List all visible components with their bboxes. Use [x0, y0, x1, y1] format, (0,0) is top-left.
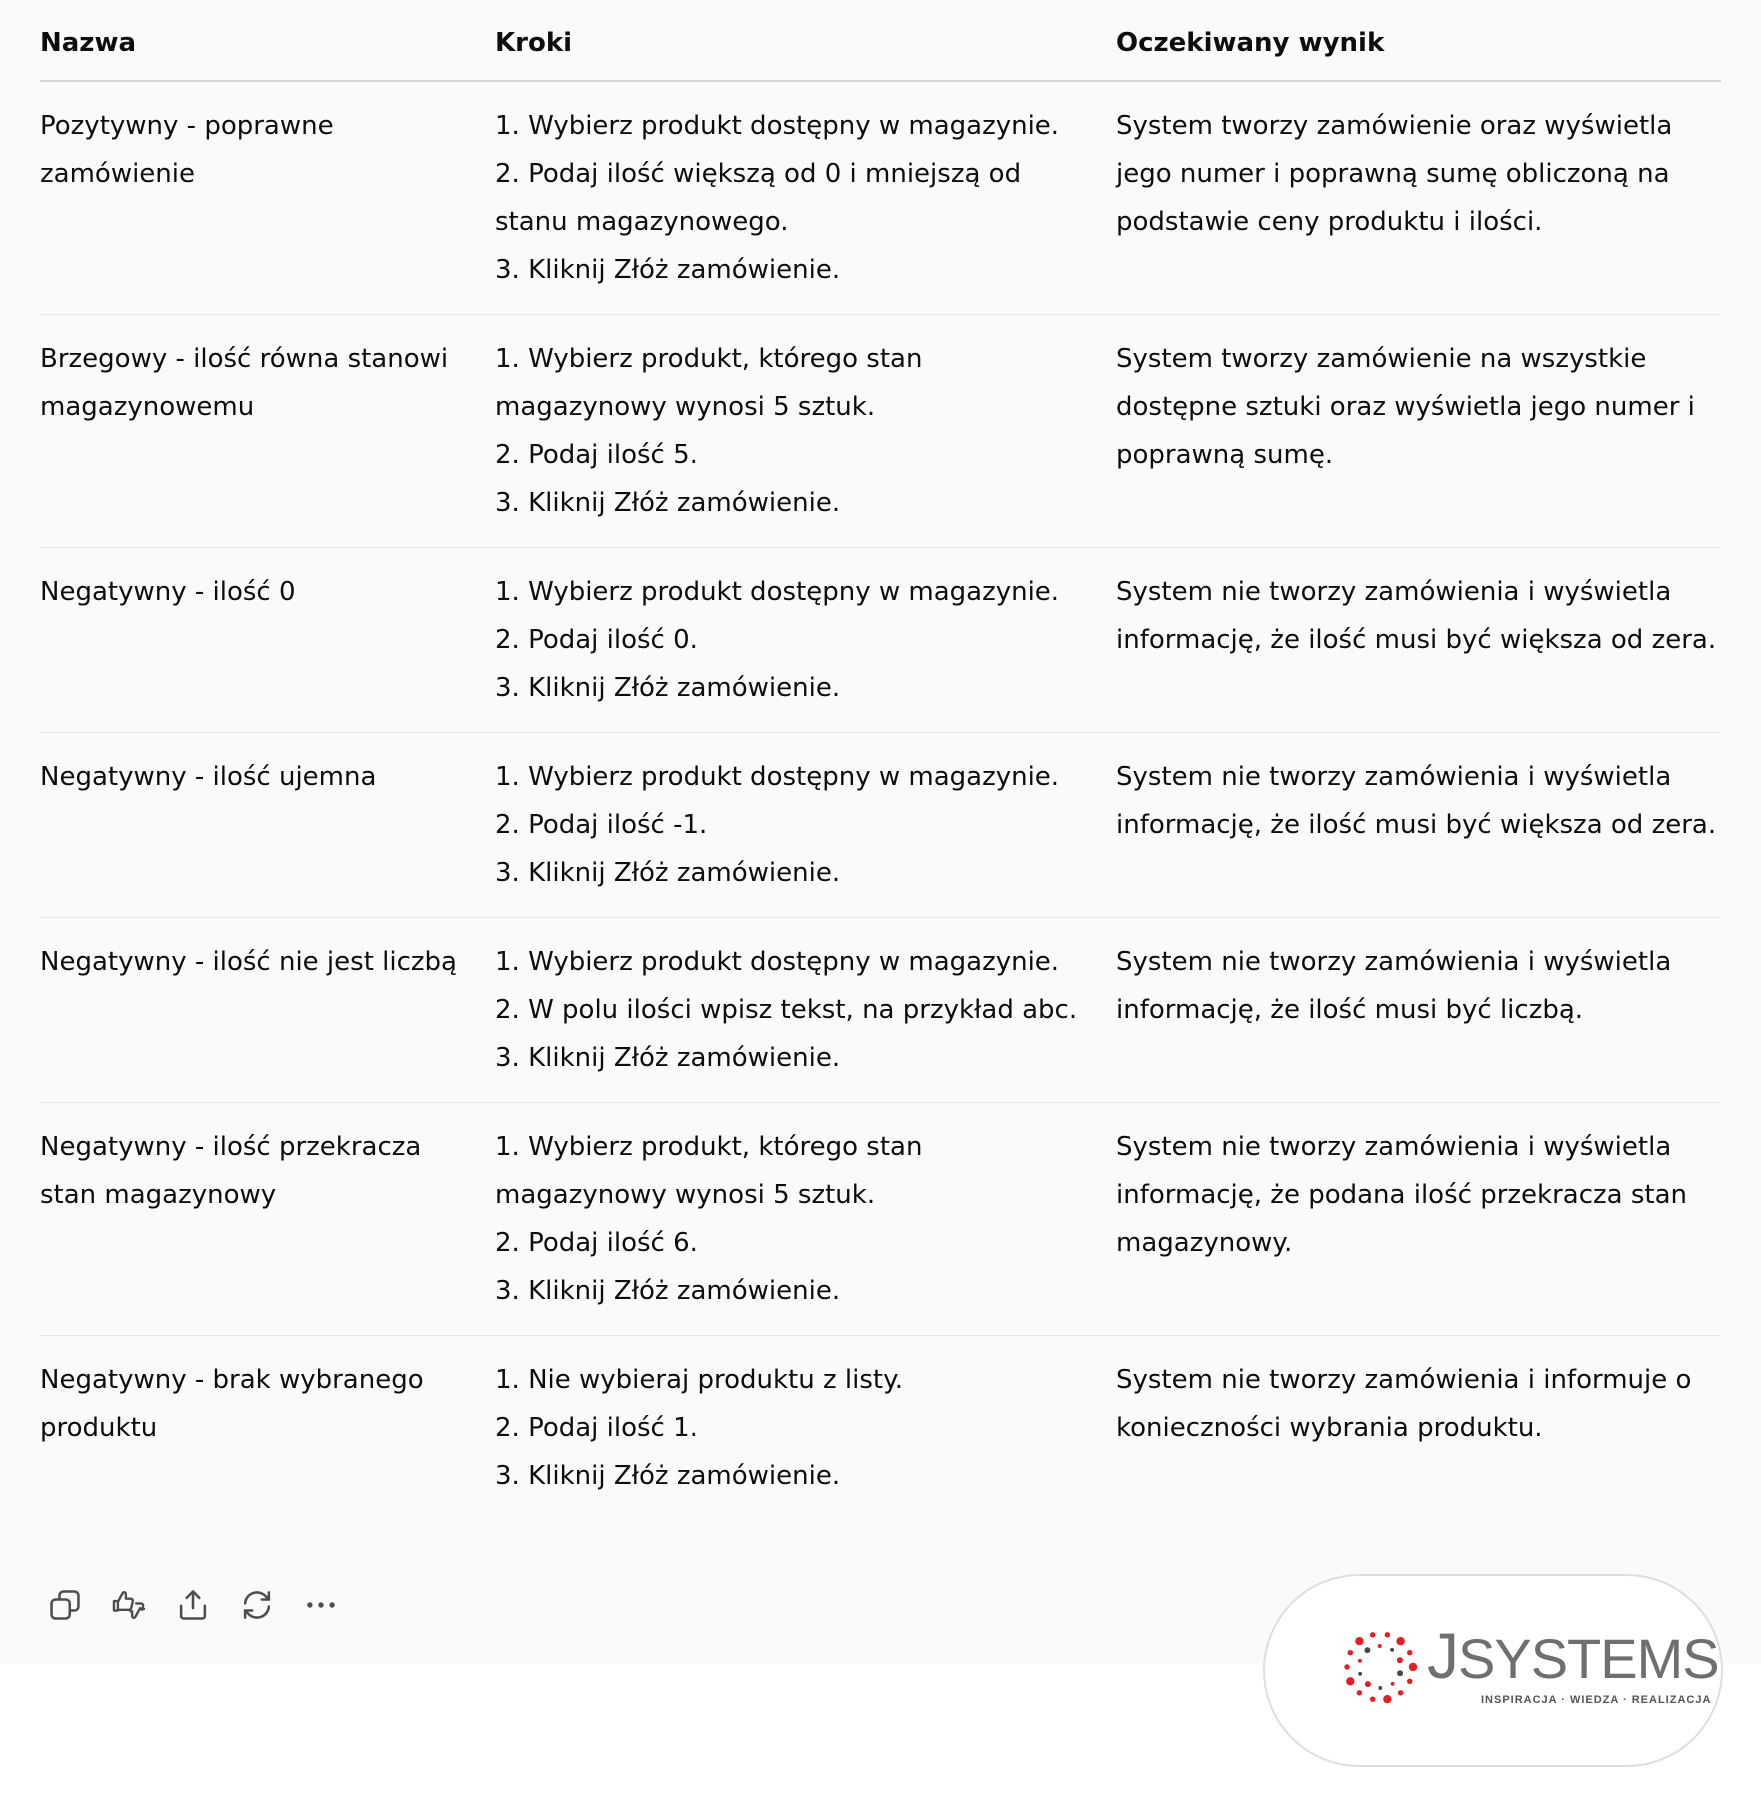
- logo-dot: [1409, 1663, 1417, 1671]
- logo-dot: [1357, 1690, 1362, 1695]
- table-header-row: [40, 28, 1721, 81]
- cell-expected: System tworzy zamówienie oraz wyświetla jego numer i poprawną sumę obliczoną na podstawie ceny produktu i ilości.: [1116, 81, 1721, 315]
- cell-expected: System nie tworzy zamówienia i wyświetla informację, że ilość musi być większa od zera.: [1116, 733, 1721, 918]
- header-name: Nazwa: [40, 28, 495, 81]
- cell-expected: System nie tworzy zamówienia i wyświetla informację, że ilość musi być większa od zera.: [1116, 548, 1721, 733]
- header-steps: Kroki: [495, 28, 1116, 81]
- step-text: 2. W polu ilości wpisz tekst, na przykład abc.: [495, 995, 1078, 1025]
- logo-dot: [1407, 1650, 1412, 1655]
- regenerate-button[interactable]: [232, 1580, 282, 1630]
- step-text: 2. Podaj ilość -1.: [495, 810, 708, 840]
- logo-systems: SYSTEMS: [1458, 1627, 1719, 1690]
- copy-icon: [46, 1586, 84, 1624]
- logo-dot: [1391, 1682, 1395, 1686]
- logo-dot: [1396, 1637, 1404, 1645]
- logo-dot: [1385, 1632, 1390, 1637]
- logo-dot: [1398, 1690, 1403, 1695]
- logo-dot: [1397, 1670, 1403, 1676]
- step-text: 2. Podaj ilość 6.: [495, 1228, 698, 1258]
- cell-expected: System tworzy zamówienie na wszystkie dostępne sztuki oraz wyświetla jego numer i poprawną sumę.: [1116, 315, 1721, 548]
- copy-button[interactable]: [40, 1580, 90, 1630]
- logo-dot: [1390, 1648, 1394, 1652]
- step-text: 3. Kliknij Złóż zamówienie.: [495, 1276, 841, 1306]
- cell-steps: [495, 315, 1116, 548]
- cell-expected: System nie tworzy zamówienia i wyświetla informację, że podana ilość przekracza stan magazynowy.: [1116, 1103, 1721, 1336]
- step-text: 1. Nie wybieraj produktu z listy.: [495, 1365, 904, 1395]
- cell-steps: [495, 548, 1116, 733]
- logo-dot: [1407, 1679, 1412, 1684]
- step-text: 1. Wybierz produkt dostępny w magazynie.: [495, 947, 1060, 977]
- more-icon: [302, 1586, 340, 1624]
- jsystems-logo-card: [1263, 1574, 1723, 1767]
- table-row: [40, 1103, 1721, 1336]
- logo-dot: [1364, 1647, 1370, 1653]
- logo-dot: [1358, 1659, 1362, 1663]
- cell-name: Negatywny - ilość nie jest liczbą: [40, 918, 495, 1103]
- logo-tagline: INSPIRACJA · WIEDZA · REALIZACJA: [1481, 1694, 1712, 1706]
- logo-dot: [1397, 1657, 1403, 1663]
- step-text: 2. Podaj ilość 0.: [495, 625, 698, 655]
- feedback-button[interactable]: [104, 1580, 154, 1630]
- step-text: 2. Podaj ilość większą od 0 i mniejszą od stanu magazynowego.: [495, 159, 1022, 237]
- more-button[interactable]: [296, 1580, 346, 1630]
- step-text: 2. Podaj ilość 1.: [495, 1413, 698, 1443]
- step-text: 1. Wybierz produkt dostępny w magazynie.: [495, 762, 1060, 792]
- cell-steps: [495, 1103, 1116, 1336]
- logo-dot: [1355, 1637, 1363, 1645]
- logo-dot: [1378, 1644, 1382, 1648]
- table-row: [40, 81, 1721, 315]
- cell-name: Negatywny - ilość przekracza stan magazynowy: [40, 1103, 495, 1336]
- share-button[interactable]: [168, 1580, 218, 1630]
- step-text: 2. Podaj ilość 5.: [495, 440, 698, 470]
- logo-dot: [1378, 1686, 1382, 1690]
- table-row: [40, 733, 1721, 918]
- table-row: [40, 315, 1721, 548]
- cell-name: Negatywny - brak wybranego produktu: [40, 1365, 424, 1443]
- cell-steps: [495, 733, 1116, 918]
- logo-dot: [1383, 1695, 1391, 1703]
- cell-name: Negatywny - ilość ujemna: [40, 733, 495, 918]
- step-text: 3. Kliknij Złóż zamówienie.: [495, 255, 841, 285]
- step-text: 1. Wybierz produkt, którego stan magazynowy wynosi 5 sztuk.: [495, 1132, 923, 1210]
- header-expected: Oczekiwany wynik: [1116, 28, 1721, 81]
- step-text: 3. Kliknij Złóż zamówienie.: [495, 1043, 841, 1073]
- cell-steps: [495, 1336, 1116, 1521]
- share-icon: [174, 1586, 212, 1624]
- jsystems-logo-icon: [1341, 1628, 1419, 1706]
- logo-dot: [1344, 1664, 1349, 1669]
- step-text: 3. Kliknij Złóż zamówienie.: [495, 673, 841, 703]
- cell-steps: [495, 918, 1116, 1103]
- thumbs-up-down-icon: [110, 1586, 148, 1624]
- test-cases-table: [40, 28, 1721, 1520]
- logo-dot: [1370, 1696, 1375, 1701]
- logo-j: J: [1427, 1620, 1458, 1692]
- cell-name: Negatywny - ilość 0: [40, 548, 495, 733]
- cell-name: Pozytywny - poprawne zamówienie: [40, 81, 495, 315]
- cell-expected: System nie tworzy zamówienia i informuje o konieczności wybrania produktu.: [1116, 1365, 1692, 1443]
- logo-dot: [1358, 1672, 1362, 1676]
- logo-dot: [1370, 1632, 1375, 1637]
- table-row: [40, 548, 1721, 733]
- cell-expected: System nie tworzy zamówienia i wyświetla informację, że ilość musi być liczbą.: [1116, 918, 1721, 1103]
- cell-steps: [495, 81, 1116, 315]
- step-text: 1. Wybierz produkt, którego stan magazynowy wynosi 5 sztuk.: [495, 344, 923, 422]
- step-text: 3. Kliknij Złóż zamówienie.: [495, 858, 841, 888]
- step-text: 3. Kliknij Złóż zamówienie.: [495, 488, 841, 518]
- logo-dot: [1348, 1650, 1353, 1655]
- table-row: [40, 1336, 1721, 1521]
- step-text: 1. Wybierz produkt dostępny w magazynie.: [495, 577, 1060, 607]
- table-row: [40, 918, 1721, 1103]
- logo-dot: [1365, 1681, 1371, 1687]
- step-text: 1. Wybierz produkt dostępny w magazynie.: [495, 111, 1060, 141]
- regenerate-icon: [238, 1586, 276, 1624]
- logo-wordmark: [1427, 1620, 1719, 1692]
- cell-name: Brzegowy - ilość równa stanowi magazynowemu: [40, 315, 495, 548]
- logo-dot: [1346, 1677, 1354, 1685]
- step-text: 3. Kliknij Złóż zamówienie.: [495, 1461, 841, 1491]
